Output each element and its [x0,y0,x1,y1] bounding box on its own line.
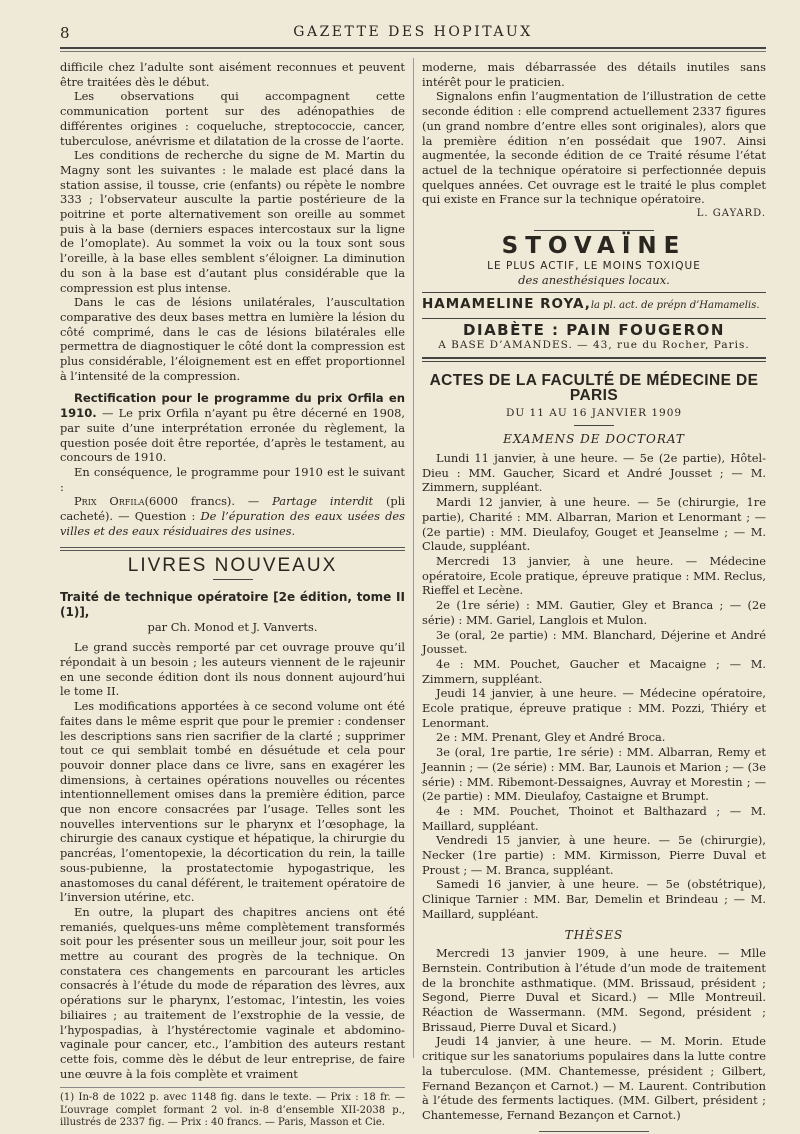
book-title: Traité de technique opératoire [2e édition, tome II (1)], [60,590,405,619]
ad-rule [422,318,766,319]
prize-text: (6000 francs). — [144,494,273,509]
paragraph: moderne, mais débarrassée des détails inutiles sans intérêt pour le praticien. [422,60,766,89]
ad-stovaine [422,230,766,288]
ad-rule [534,230,654,231]
exam-entry: Mercredi 13 janvier, à une heure. — Médecine opératoire, Ecole pratique, épreuve pratique : MM. Reclus, Rieffel et Lecène. [422,553,766,598]
right-column [422,60,766,1132]
ad-stovaine-subtitle: des anesthésiques locaux. [518,273,670,288]
actes-date: DU 11 AU 16 JANVIER 1909 [505,406,683,419]
paragraph: difficile chez l’adulte sont aisément reconnues et peuvent être traitées dès le début. [60,60,405,89]
signature: L. GAYARD. [696,208,766,220]
exam-entry: 4e : MM. Pouchet, Thoinot et Balthazard ; — M. Maillard, suppléant. [422,803,766,833]
paragraph: Signalons enfin l’augmentation de l’illustration de cette seconde édition : elle comprend actuellement 2337 figures (un grand nombre d’entre elles sont originales), alors que la première édition n’en possédait que 1907. Ainsi augmentée, la seconde édition de ce Traité résume l’état actuel de la technique opératoire si perfectionnée depuis quelques années. Cet ouvrage est le traité le plus complet qui existe en France sur la technique opératoire. [422,89,766,207]
exam-entry: 3e (oral, 2e partie) : MM. Blanchard, Déjerine et André Jousset. [422,627,766,657]
examens-title: EXAMENS DE DOCTORAT [503,432,685,447]
header-rule [60,47,766,49]
ad-stovaine-title: STOVAÏNE [501,232,687,259]
page-header [60,24,766,44]
exam-entry: Mardi 12 janvier, à une heure. — 5e (chirurgie, 1re partie), Charité : MM. Albarran, Marion et Lenormant ; — (2e partie) : MM. Dieulafoy, Gouget et Jeanselme ; — M. Claude, suppléant. [422,495,766,554]
prize-question-label: (pli cacheté). — Question : [60,494,405,524]
paragraph: Le grand succès remporté par cet ouvrage prouve qu’il répondait à un besoin ; les auteurs viennent de le rajeunir en une seconde édition dont ils nous donnent aujourd’hui le tome II. [60,640,405,699]
exam-entry: Samedi 16 janvier, à une heure. — 5e (obstétrique), Clinique Tarnier : MM. Bar, Demelin et Brindeau ; — M. Maillard, suppléant. [422,877,766,921]
paragraph: En conséquence, le programme pour 1910 est le suivant : [60,464,405,494]
end-ornament [539,1131,649,1132]
exam-entry: 2e (1re série) : MM. Gautier, Gley et Branca ; — (2e série) : MM. Gariel, Langlois et Mulon. [422,598,766,627]
prize-paragraph [60,494,405,538]
thesis-entry: Jeudi 14 janvier, à une heure. — M. Morin. Etude critique sur les sanatoriums populaires dans la lutte contre la tuberculose. (MM. Chantemesse, président ; Gilbert, Fernand Bezançon et Carnot.) — M. Laurent. Contribution à l’étude des ferments lactiques. (MM. Gilbert, président ; Chantemesse, Fernand Bezançon et Carnot.) [422,1034,766,1122]
paragraph: Les conditions de recherche du signe de M. Martin du Magny sont les suivantes : le malade est placé dans la station assise, il tousse, crie (enfants) ou répète le nombre 333 ; l’observateur ausculte la partie postérieure de la poitrine et porte alternativement son oreille au sommet puis à la base (derniers espaces intercostaux sur la ligne de l’omoplate). Au sommet la voix ou la toux sont sous l’oreille, à la base elles semblent s’éloigner. La diminution du son à la base est d’autant plus considérable que la compression est plus intense. [60,148,405,295]
ad-stovaine-tagline: LE PLUS ACTIF, LE MOINS TOXIQUE [487,259,701,272]
ad-hamameline-text: la pl. act. de prépn d’Hamamelis. [590,300,760,312]
footnote: (1) In-8 de 1022 p. avec 1148 fig. dans le texte. — Prix : 18 fr. — L’ouvrage complet formant 2 vol. in-8 d’ensemble XII-2038 p., illustrés de 2337 fig. — Prix : 40 francs. — Paris, Masson et Cie. [60,1092,405,1129]
exam-entry: Jeudi 14 janvier, à une heure. — Médecine opératoire, Ecole pratique, épreuve pratique : MM. Pozzi, Thiéry et Lenormant. [422,686,766,730]
ad-rule [422,292,766,293]
left-column [60,60,405,1130]
ad-diabete-title: DIABÈTE : PAIN FOUGERON [463,320,725,339]
rectification-heading: Rectification pour le programme du prix Orfila en 1910. [60,391,405,421]
prize-condition: Partage interdit [272,494,374,509]
exam-entry: 2e : MM. Prenant, Gley et André Broca. [436,730,666,745]
exam-entry: 3e (oral, 1re partie, 1re série) : MM. Albarran, Remy et Jeannin ; — (2e série) : MM. Bar, Launois et Marion ; — (3e série) : MM. Ribemont-Dessaignes, Auvray et Morestin ; — (2e partie) : MM. Dieulafoy, Castaigne et Brumpt. [422,745,766,804]
section-divider [60,547,405,551]
prize-name: Prix Orfila [74,494,145,509]
short-rule [213,579,253,580]
theses-title: THÈSES [564,927,624,942]
actes-title: ACTES DE LA FACULTÉ DE MÉDECINE DE PARIS [429,372,759,404]
paragraph: Les observations qui accompagnent cette communication portent sur des adénopathies de différentes origines : coqueluche, streptococcie, cancer, tuberculose, anévrisme et dilatation de la crosse de l’aorte. [60,89,405,148]
thesis-entry: Mercredi 13 janvier 1909, à une heure. — Mlle Bernstein. Contribution à l’étude d’un mode de traitement de la bronchite asthmatique. (MM. Brissaud, président ; Segond, Pierre Duval et Sicard.) — Mlle Montreuil. Réaction de Wassermann. (MM. Segond, président ; Brissaud, Pierre Duval et Sicard.) [422,946,766,1034]
ad-diabete [422,320,766,352]
short-rule [574,425,614,426]
book-author: par Ch. Monod et J. Vanverts. [147,619,318,634]
footnote-rule [60,1087,405,1088]
section-divider [422,357,766,359]
prize-question: De l’épuration des eaux usées des villes et des eaux résiduaires des usines. [60,509,405,538]
page-number: 8 [60,24,70,42]
ad-diabete-address: A BASE D’AMANDES. — 43, rue du Rocher, Paris. [438,338,750,351]
exam-entry: 4e : MM. Pouchet, Gaucher et Macaigne ; — M. Zimmern, suppléant. [422,656,766,686]
section-title: LIVRES NOUVEAUX [127,554,338,576]
rectification-paragraph [60,391,405,465]
paragraph: Dans le cas de lésions unilatérales, l’auscultation comparative des deux bases mettra en lumière la lésion du côté comprimé, dans le cas de lésions bilatérales elle permettra de diagnostiquer le côté dont la compression est plus considérable, l’éloignement est en effet proportionnel à l’intensité de la compression. [60,295,405,383]
rectification-text: — Le prix Orfila n’ayant pu être décerné en 1908, par suite d’une interprétation erronée du règlement, la question posée doit être reportée, d’après le testament, au concours de 1910. [60,406,405,465]
header-rule-thin [60,51,766,52]
section-divider-thin [422,361,766,362]
paragraph: En outre, la plupart des chapitres anciens ont été remaniés, quelques-uns même complètement transformés soit pour les présenter sous un meilleur jour, soit pour les mettre au courant des progrès de la technique. On constatera ces changements en parcourant les articles consacrés à l’étude du mode de réparation des lèvres, aux opérations sur le pharynx, l’estomac, l’intestin, les voies biliaires ; au traitement de l’exstrophie de la vessie, de l’hypospadias, à l’hystérectomie vaginale et abdomino-vaginale pour cancer, etc., l’ambition des auteurs restant cette fois, comme dès le début de leur entreprise, de faire une œuvre à la fois complète et vraiment [60,904,405,1081]
paragraph: Les modifications apportées à ce second volume ont été faites dans le même esprit que pour le premier : condenser les descriptions sans rien sacrifier de la clarté ; supprimer tout ce qui semblait tombé en désuétude et cela pour pouvoir donner place dans ce livre, sans en exagérer les dimensions, à certaines opérations nouvelles ou récentes intentionnellement omises dans la première édition, parce que non encore consacrées par l’usage. Telles sont les nouvelles interventions sur le pharynx et l’œsophage, la chirurgie des canaux cystique et hépatique, la chirurgie du pancréas, l’omentopexie, la décortication du rein, la taille sous-pubienne, la prostatectomie hypogastrique, les anastomoses du canal déférent, le traitement opératoire de l’inversion utérine, etc. [60,699,405,905]
ad-hamameline-title: HAMAMELINE ROYA, [422,296,591,313]
ad-hamameline [422,297,766,314]
column-divider [413,58,414,1058]
exam-entry: Vendredi 15 janvier, à une heure. — 5e (chirurgie), Necker (1re partie) : MM. Kirmisson, Pierre Duval et Proust ; — M. Branca, suppléant. [422,833,766,877]
running-title: GAZETTE DES HOPITAUX [293,24,533,40]
exam-entry: Lundi 11 janvier, à une heure. — 5e (2e partie), Hôtel-Dieu : MM. Gaucher, Sicard et André Jousset ; — M. Zimmern, suppléant. [422,451,766,495]
